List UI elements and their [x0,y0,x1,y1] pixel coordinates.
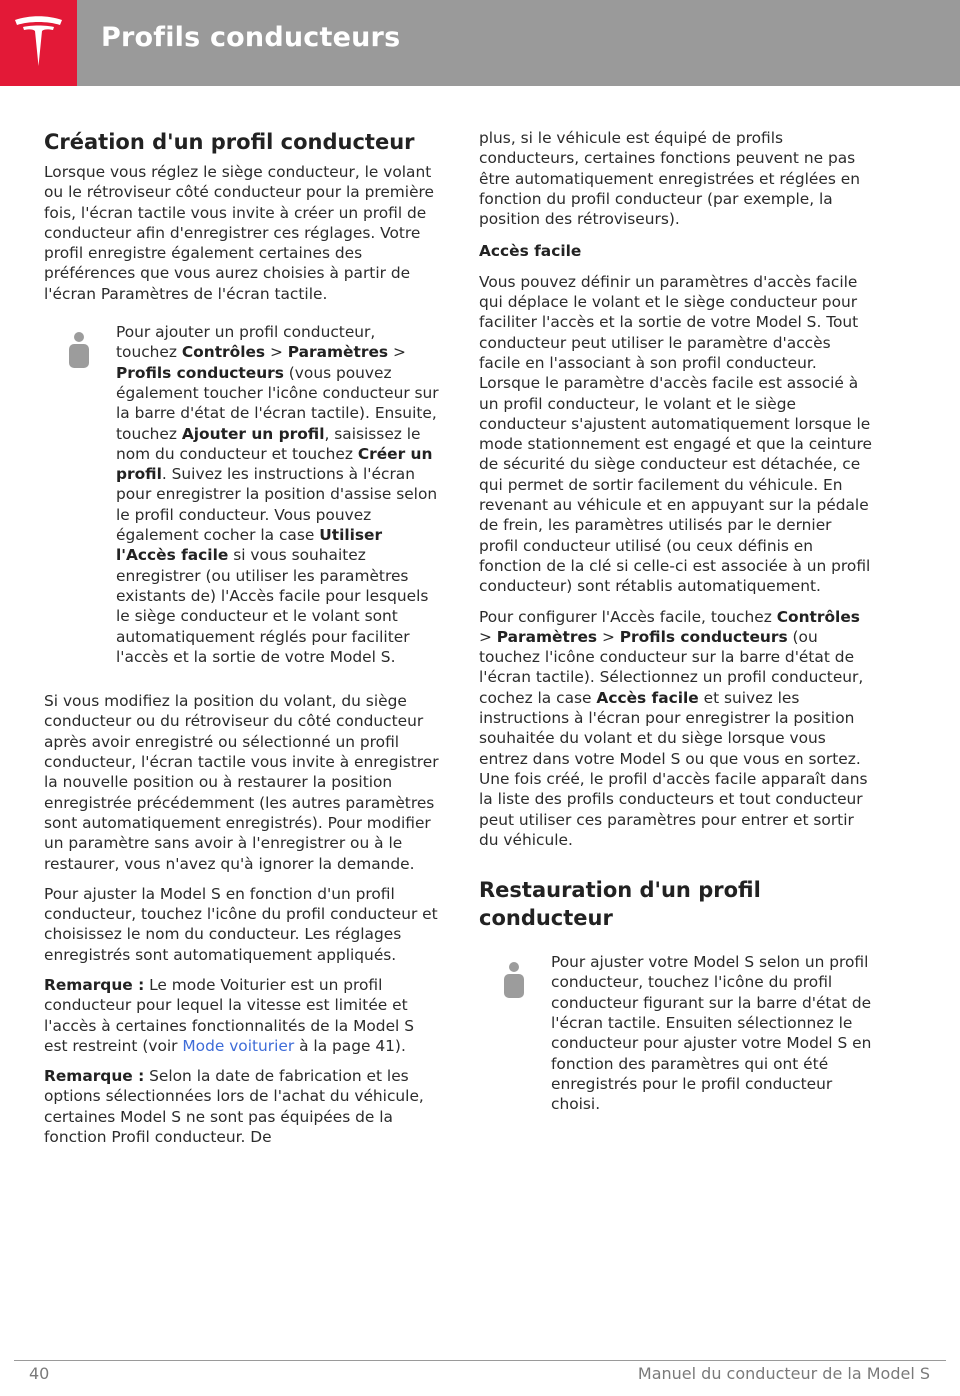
note-restore-profile [479,952,874,1114]
section-heading-restore: Restauration d'un profil conducteur [479,878,761,931]
section-heading-creation: Création d'un profil conducteur [44,130,415,154]
paragraph-adjust-profile: Pour ajuster la Model S en fonction d'un profil conducteur, touchez l'icône du profil conducteur et choisissez le nom du conducteur. Les réglages enregistrés sont automatiquement appliqués. [44,884,438,964]
paragraph-modify-position: Si vous modifiez la position du volant, du siège conducteur ou du rétroviseur du côté conducteur après avoir enregistré ou sélectionné un profil conducteur, l'écran tactile vous invite à enregistrer la nouvelle position ou à restaurer la position enregistrée précédemment (les autres paramètres sont automatiquement enregistrés). Pour modifier un paramètre sans avoir à l'enregistrer ou à le restaurer, vous n'avez qu'à ignorer la demande. [44,692,439,873]
note-text: Pour ajuster votre Model S selon un profil conducteur, touchez l'icône du profil conducteur figurant sur la barre d'état de l'écran tactile. Ensuiten sélectionnez le conducteur pour ajuster votre Model S en fonction des paramètres qui ont été enregistrés pour le profil conducteur choisi. [551,953,872,1114]
remark-manufacturing: Remarque : Selon la date de fabrication et les options sélectionnées lors de l'achat du véhicule, certaines Model S ne sont pas équipées de la fonction Profil conducteur. De [44,1067,424,1147]
manual-title: Manuel du conducteur de la Model S [637,1364,930,1383]
paragraph-configure-easy-entry: Pour configurer l'Accès facile, touchez Contrôles > Paramètres > Profils conducteurs (ou touchez l'icône conducteur sur la barre d'état de l'écran tactile). Sélectionnez un profil conducteur, cochez la case Accès facile et suivez les instructions à l'écran pour enregistrer la position souhaitée du volant et du siège lorsque vous entrez dans votre Model S ou que vous en sortez. Une fois créé, le profil d'accès facile apparaît dans la liste des profils conducteurs et tout conducteur peut utiliser ces paramètres pour entrer et sortir du véhicule. [479,607,868,849]
footer-divider [14,1360,946,1361]
left-column [44,128,439,1157]
subheading-easy-entry: Accès facile [479,242,582,261]
tesla-logo-icon [13,16,64,68]
link-mode-voiturier[interactable]: Mode voiturier [182,1036,295,1055]
paragraph-continuation: plus, si le véhicule est équipé de profils conducteurs, certaines fonctions peuvent ne pas être automatiquement enregistrées et réglées en fonction du profil conducteur (par exemple, la position des rétroviseurs). [479,129,860,229]
paragraph-easy-entry: Vous pouvez définir un paramètres d'accès facile qui déplace le volant et le siège conducteur pour faciliter l'accès et la sortie de votre Model S. Tout conducteur peut utiliser le paramètre d'accès facile en l'associant à son profil conducteur. Lorsque le paramètre d'accès facile est associé à un profil conducteur, le volant et le siège conducteur s'ajustent automatiquement lorsque le mode stationnement est engagé et que la ceinture de sécurité du siège conducteur est détachée, ce qui permet de sortir facilement du véhicule. En revenant au véhicule et en appuyant sur la pédale de frein, les paramètres utilisés par le dernier profil conducteur utilisé (ou ceux définis en fonction de la clé si celle-ci est associée à un profil conducteur) sont rétablis automatiquement. [479,272,872,596]
note-add-profile [44,322,439,667]
intro-paragraph: Lorsque vous réglez le siège conducteur, le volant ou le rétroviseur côté conducteur pour la première fois, l'écran tactile vous invite à créer un profil de conducteur afin d'enregistrer ces réglages. Votre profil enregistre également certaines des préférences que vous aurez choisies à partir de l'écran Paramètres de l'écran tactile. [44,163,434,303]
remark-valet: Remarque : Le mode Voiturier est un profil conducteur pour lequel la vitesse est limitée et l'accès à certaines fonctionnalités de la Model S est restreint (voir Mode voiturier à la page 41). [44,975,414,1055]
driver-profile-icon [68,332,90,368]
page-number: 40 [29,1364,50,1383]
right-column [479,128,874,1138]
page-title: Profils conducteurs [101,22,401,53]
driver-profile-icon [503,962,525,998]
page-header [0,0,960,86]
tesla-logo [0,0,77,86]
note-text: Pour ajouter un profil conducteur, touchez Contrôles > Paramètres > Profils conducteurs (vous pouvez également toucher l'icône conducteur sur la barre d'état de l'écran tactile). Ensuite, touchez Ajouter un profil, saisissez le nom du conducteur et touchez Créer un profil. Suivez les instructions à l'écran pour enregistrer la position d'assise selon le profil conducteur. Vous pouvez également cocher la case Utiliser l'Accès facile si vous souhaitez enregistrer (ou utiliser les paramètres existants de) l'Accès facile pour lesquels le siège conducteur et le volant sont automatiquement réglés pour faciliter l'accès et la sortie de votre Model S. [116,323,439,666]
